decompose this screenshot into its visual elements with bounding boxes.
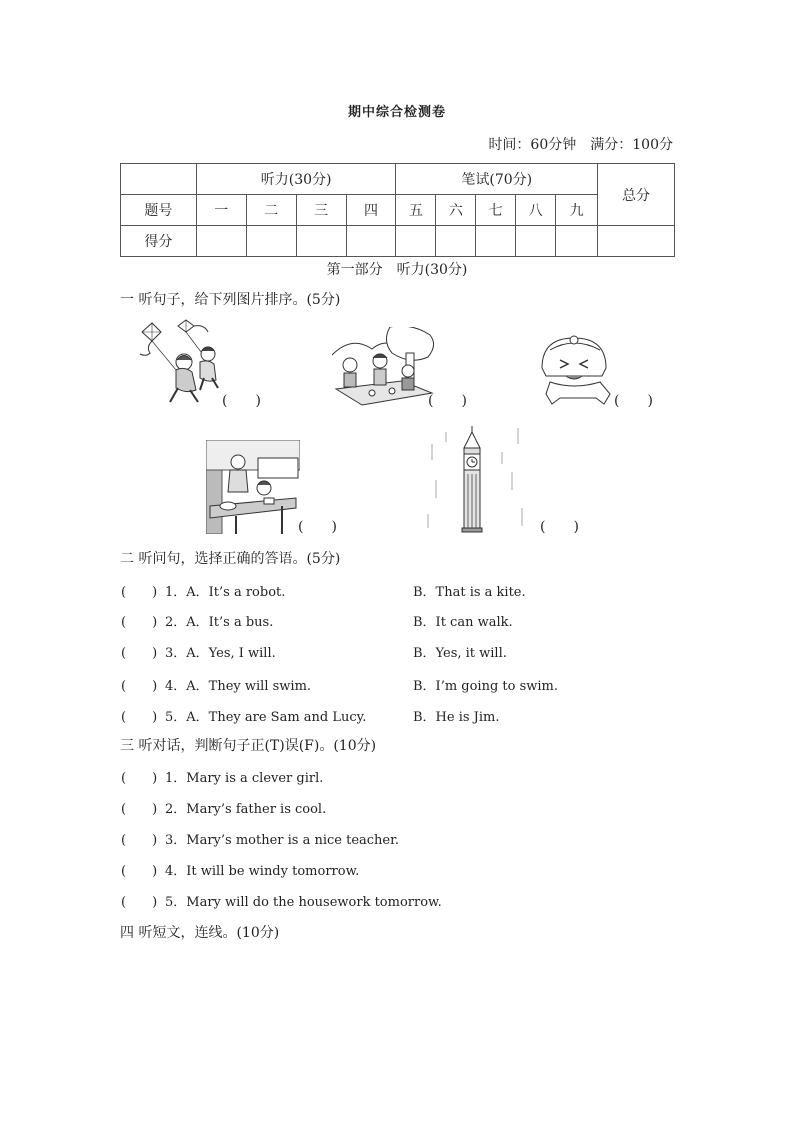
statement-text: Mary is a clever girl. <box>186 771 324 786</box>
score-cell[interactable] <box>396 226 436 257</box>
answer-paren[interactable]: ( ) <box>540 519 579 535</box>
score-cell[interactable] <box>296 226 346 257</box>
section-number: 一 <box>196 195 246 226</box>
section-number: 九 <box>556 195 598 226</box>
question-number: 3． <box>165 833 187 848</box>
question-item <box>121 581 526 600</box>
answer-paren[interactable]: ( ) <box>121 771 158 786</box>
section-two-heading: 二 听问句，选择正确的答语。(5分) <box>120 551 341 567</box>
answer-paren[interactable]: ( ) <box>121 710 158 725</box>
girl-face-picture <box>536 334 614 410</box>
part-one-title: 第一部分 听力(30分) <box>326 262 468 278</box>
full-score-label: 满分：100分 <box>590 137 673 153</box>
total-header: 总分 <box>598 164 675 226</box>
score-cell[interactable] <box>346 226 396 257</box>
score-cell[interactable] <box>196 226 246 257</box>
answer-paren[interactable]: ( ) <box>121 615 158 630</box>
option-a: A．Yes, I will. <box>186 646 276 661</box>
option-a: A．It’s a bus. <box>186 615 274 630</box>
row-score-label: 得分 <box>121 226 197 257</box>
question-number: 1． <box>165 771 187 786</box>
question-number: 4． <box>165 864 187 879</box>
question-item <box>121 642 507 661</box>
time-score-line <box>488 134 673 154</box>
picnic-picture <box>332 327 436 409</box>
total-score-cell[interactable] <box>598 226 675 257</box>
question-item <box>121 798 326 817</box>
score-cell[interactable] <box>516 226 556 257</box>
option-b: B．It can walk. <box>413 615 513 630</box>
score-cell[interactable] <box>246 226 296 257</box>
answer-paren[interactable]: ( ) <box>121 833 158 848</box>
section-number: 三 <box>296 195 346 226</box>
answer-paren[interactable]: ( ) <box>121 646 158 661</box>
row-number-label: 题号 <box>121 195 197 226</box>
section-number: 五 <box>396 195 436 226</box>
answer-paren[interactable]: ( ) <box>614 393 653 409</box>
score-cell[interactable] <box>436 226 476 257</box>
score-cell[interactable] <box>556 226 598 257</box>
statement-text: Mary’s mother is a nice teacher. <box>186 833 400 848</box>
section-number: 七 <box>476 195 516 226</box>
option-a: A．It’s a robot. <box>186 585 286 600</box>
written-header: 笔试(70分) <box>396 164 598 195</box>
option-a: A．They will swim. <box>186 679 312 694</box>
score-table <box>120 163 675 257</box>
question-number: 5． <box>165 895 187 910</box>
question-number: 4． <box>165 679 187 694</box>
page-title: 期中综合检测卷 <box>347 105 446 120</box>
section-number: 二 <box>246 195 296 226</box>
question-number: 3． <box>165 646 187 661</box>
option-b: B．That is a kite. <box>413 585 526 600</box>
blank-header-cell <box>121 164 197 195</box>
answer-paren[interactable]: ( ) <box>222 393 261 409</box>
question-item <box>121 706 500 725</box>
big-ben-picture <box>424 424 528 534</box>
question-item <box>121 860 359 879</box>
answer-paren[interactable]: ( ) <box>428 393 467 409</box>
option-b: B．Yes, it will. <box>413 646 507 661</box>
answer-paren[interactable]: ( ) <box>121 585 158 600</box>
kitchen-picture <box>206 440 300 534</box>
question-number: 5． <box>165 710 187 725</box>
section-three-heading: 三 听对话，判断句子正(T)误(F)。(10分) <box>120 738 377 754</box>
question-number: 2． <box>165 802 187 817</box>
section-number: 六 <box>436 195 476 226</box>
listening-header: 听力(30分) <box>196 164 396 195</box>
question-item <box>121 675 559 694</box>
question-number: 1． <box>165 585 187 600</box>
section-number: 四 <box>346 195 396 226</box>
option-b: B．He is Jim. <box>413 710 500 725</box>
section-number: 八 <box>516 195 556 226</box>
answer-paren[interactable]: ( ) <box>121 802 158 817</box>
option-b: B．I’m going to swim. <box>413 679 559 694</box>
question-item <box>121 767 323 786</box>
section-one-heading: 一 听句子，给下列图片排序。(5分) <box>120 292 341 308</box>
answer-paren[interactable]: ( ) <box>298 519 337 535</box>
answer-paren[interactable]: ( ) <box>121 864 158 879</box>
question-item <box>121 829 399 848</box>
question-item <box>121 611 513 630</box>
option-a: A．They are Sam and Lucy. <box>186 710 367 725</box>
time-label: 时间：60分钟 <box>488 137 577 153</box>
score-cell[interactable] <box>476 226 516 257</box>
section-four-heading: 四 听短文，连线。(10分) <box>120 925 280 941</box>
kite-children-picture <box>128 318 230 410</box>
question-number: 2． <box>165 615 187 630</box>
statement-text: Mary’s father is cool. <box>186 802 327 817</box>
answer-paren[interactable]: ( ) <box>121 679 158 694</box>
answer-paren[interactable]: ( ) <box>121 895 158 910</box>
statement-text: Mary will do the housework tomorrow. <box>186 895 442 910</box>
question-item <box>121 891 442 910</box>
statement-text: It will be windy tomorrow. <box>186 864 360 879</box>
